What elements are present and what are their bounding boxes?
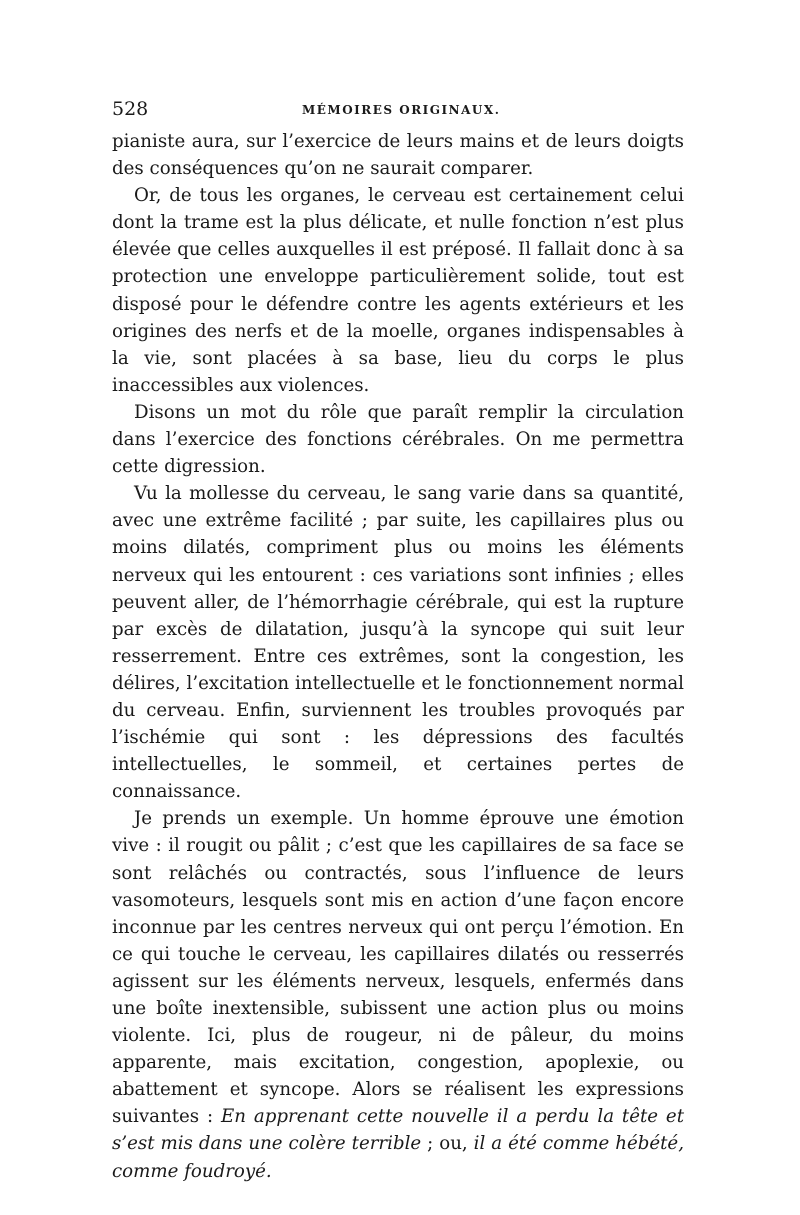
paragraph-5-italic-quote-2: il a été comme hébété, comme foudroyé.: [112, 1133, 684, 1182]
page-number: 528: [112, 98, 149, 120]
body-text: [112, 128, 684, 1185]
paragraph-5-text-2: ; ou,: [421, 1133, 474, 1155]
paragraph-5: [112, 805, 684, 1184]
paragraph-5-text: Je prends un exemple. Un homme éprouve une émotion vive : il rougit ou pâlit ; c’est que les capillaires de sa face se sont relâchés ou contractés, sous l’influence de leurs vasomoteurs, lesquels sont mis en action d’une façon encore inconnue par les centres nerveux qui ont perçu l’émotion. En ce qui touche le cerveau, les capillaires dilatés ou resserrés agissent sur les éléments nerveux, lesquels, enfermés dans une boîte inextensible, subissent une action plus ou moins violente. Ici, plus de rougeur, ni de pâleur, du moins apparente, mais excitation, congestion, apoplexie, ou abattement et syncope. Alors se réalisent les expressions suivantes :: [112, 808, 684, 1128]
paragraph-4: Vu la mollesse du cerveau, le sang varie dans sa quantité, avec une extrême facilité ; par suite, les capillaires plus ou moins dilatés, compriment plus ou moins les éléments nerveux qui les entourent : ces variations sont infinies ; elles peuvent aller, de l’hémorrhagie cérébrale, qui est la rupture par excès de dilatation, jusqu’à la syncope qui suit leur resserrement. Entre ces extrêmes, sont la congestion, les délires, l’excitation intellectuelle et le fonctionnement normal du cerveau. Enfin, surviennent les troubles provoqués par l’ischémie qui sont : les dépressions des facultés intellectuelles, le sommeil, et certaines pertes de connaissance.: [112, 483, 684, 803]
paragraph-3: Disons un mot du rôle que paraît remplir la circulation dans l’exercice des fonctions cérébrales. On me permettra cette digression.: [112, 401, 684, 478]
paragraph-5-italic-quote-1: En apprenant cette nouvelle il a perdu la tête et s’est mis dans une colère terrible: [112, 1106, 685, 1155]
document-page: [112, 98, 684, 1185]
running-title: MÉMOIRES ORIGINAUX.: [302, 103, 501, 117]
paragraph-1: pianiste aura, sur l’exercice de leurs mains et de leurs doigts des conséquences qu’on ne saurait comparer.: [112, 131, 684, 180]
running-header: [112, 98, 684, 128]
paragraph-2: Or, de tous les organes, le cerveau est certainement celui dont la trame est la plus délicate, et nulle fonction n’est plus élevée que celles auxquelles il est préposé. Il fallait donc à sa protection une enveloppe particulièrement solide, tout est disposé pour le défendre contre les agents extérieurs et les origines des nerfs et de la moelle, organes indispensables à la vie, sont placées à sa base, lieu du corps le plus inaccessibles aux violences.: [112, 185, 684, 396]
